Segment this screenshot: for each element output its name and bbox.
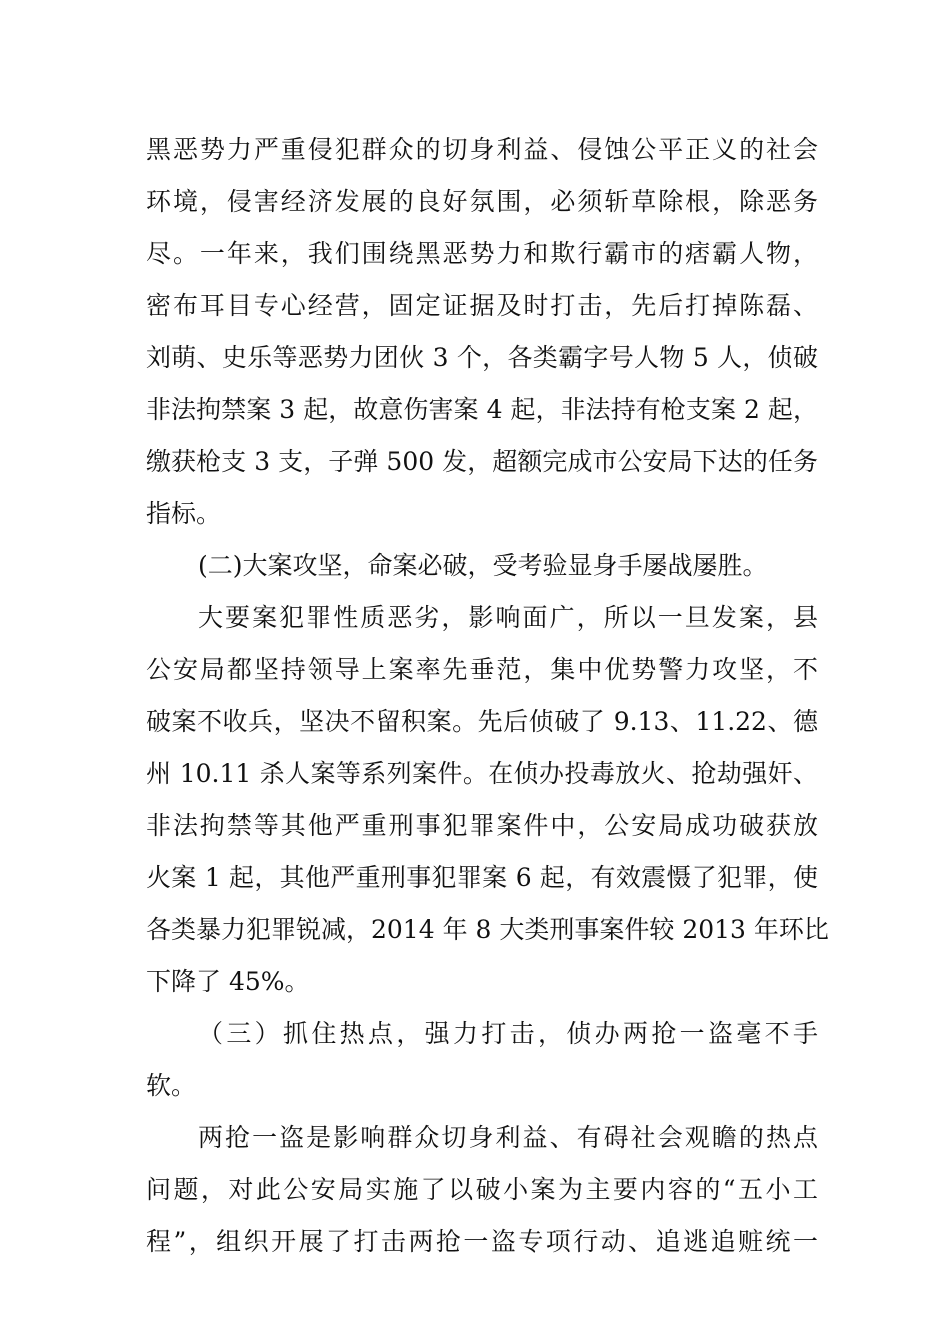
text-line: 州 10.11 杀人案等系列案件。在侦办投毒放火、抢劫强奸、 [146, 759, 818, 788]
section-heading-2: (二)大案攻坚，命案必破，受考验显身手屡战屡胜。 [198, 551, 768, 580]
text-line: 环境，侵害经济发展的良好氛围，必须斩草除根，除恶务 [146, 187, 818, 216]
text-line: 刘萌、史乐等恶势力团伙 3 个，各类霸字号人物 5 人，侦破 [146, 343, 818, 372]
text-line: 尽。一年来，我们围绕黑恶势力和欺行霸市的痞霸人物， [146, 239, 818, 268]
text-line: 缴获枪支 3 支，子弹 500 发，超额完成市公安局下达的任务 [146, 447, 818, 476]
section-heading-3: （三）抓住热点，强力打击，侦办两抢一盗毫不手 [198, 1019, 818, 1048]
text-line: 公安局都坚持领导上案率先垂范，集中优势警力攻坚，不 [146, 655, 818, 684]
text-line: 破案不收兵，坚决不留积案。先后侦破了 9.13、11.22、德 [146, 707, 818, 736]
text-line: 大要案犯罪性质恶劣，影响面广，所以一旦发案，县 [198, 603, 818, 632]
text-line: 指标。 [146, 499, 222, 528]
text-line: 各类暴力犯罪锐减，2014 年 8 大类刑事案件较 2013 年环比 [146, 915, 829, 944]
text-line: 程”，组织开展了打击两抢一盗专项行动、追逃追赃统一 [146, 1227, 818, 1256]
text-line: 问题，对此公安局实施了以破小案为主要内容的“五小工 [146, 1175, 818, 1204]
text-line: 两抢一盗是影响群众切身利益、有碍社会观瞻的热点 [198, 1123, 818, 1152]
text-line: 下降了 45%。 [146, 967, 310, 996]
text-line: 密布耳目专心经营，固定证据及时打击，先后打掉陈磊、 [146, 291, 818, 320]
text-line: 非法拘禁等其他严重刑事犯罪案件中，公安局成功破获放 [146, 811, 818, 840]
text-line: 火案 1 起，其他严重刑事犯罪案 6 起，有效震慑了犯罪，使 [146, 863, 818, 892]
text-line: 黑恶势力严重侵犯群众的切身利益、侵蚀公平正义的社会 [146, 135, 818, 164]
section-heading-3-cont: 软。 [146, 1071, 197, 1100]
text-line: 非法拘禁案 3 起，故意伤害案 4 起，非法持有枪支案 2 起， [146, 395, 818, 424]
